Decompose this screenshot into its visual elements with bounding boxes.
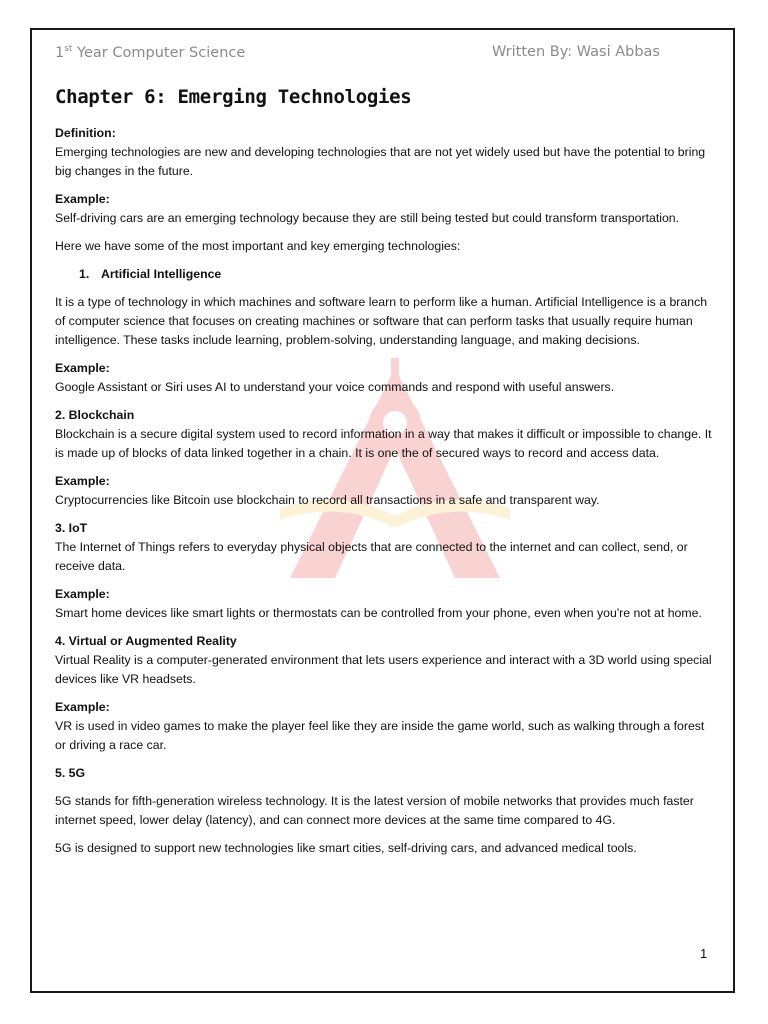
blockchain-text: Blockchain is a secure digital system used to record information in a way that makes it difficult or impossible to change. It is made up of blocks of data linked together in a chain. It is one the of secured ways to record and access data. bbox=[55, 427, 712, 460]
vr-example-block bbox=[55, 698, 715, 755]
ai-heading bbox=[79, 265, 715, 284]
vr-title: 4. Virtual or Augmented Reality bbox=[55, 634, 237, 648]
chapter-title: Chapter 6: Emerging Technologies bbox=[55, 86, 412, 108]
page-number: 1 bbox=[700, 946, 708, 961]
example-label: Example: bbox=[55, 587, 110, 601]
fiveg-title-text: 5. 5G bbox=[55, 766, 86, 780]
blockchain-example-block bbox=[55, 472, 715, 510]
example-text: Cryptocurrencies like Bitcoin use blockchain to record all transactions in a safe and transparent way. bbox=[55, 493, 600, 507]
blockchain-title: 2. Blockchain bbox=[55, 408, 135, 422]
page-header bbox=[55, 44, 660, 64]
example-label: Example: bbox=[55, 700, 110, 714]
ai-text: It is a type of technology in which machines and software learn to perform like a human. Artificial Intelligence is a branch of computer science that focuses on creating machines or software that can perform tasks that usually require human intelligence. These tasks include learning, problem-solving, understanding language, and making decisions. bbox=[55, 295, 708, 347]
example-label: Example: bbox=[55, 474, 110, 488]
author-label: Written By: Wasi Abbas bbox=[492, 44, 660, 60]
fiveg-text-2: 5G is designed to support new technologies like smart cities, self-driving cars, and advanced medical tools. bbox=[55, 841, 637, 855]
example-text: Smart home devices like smart lights or thermostats can be controlled from your phone, even when you're not at home. bbox=[55, 606, 702, 620]
example-text: VR is used in video games to make the player feel like they are inside the game world, such as walking through a forest or driving a race car. bbox=[55, 719, 705, 752]
example-text: Google Assistant or Siri uses AI to understand your voice commands and respond with useful answers. bbox=[55, 380, 615, 394]
definition-label: Definition: bbox=[55, 126, 116, 140]
ai-example-block bbox=[55, 359, 715, 397]
intro-text: Here we have some of the most important and key emerging technologies: bbox=[55, 239, 461, 253]
iot-example-block bbox=[55, 585, 715, 623]
example-label: Example: bbox=[55, 192, 110, 206]
vr-block bbox=[55, 632, 715, 689]
example-label: Example: bbox=[55, 361, 110, 375]
ai-number: 1. bbox=[79, 267, 90, 281]
course-label: 1st Year Computer Science bbox=[55, 44, 246, 61]
example-text: Self-driving cars are an emerging technology because they are still being tested but could transform transportation. bbox=[55, 211, 680, 225]
document-body bbox=[55, 84, 715, 867]
iot-title: 3. IoT bbox=[55, 521, 88, 535]
ai-title: Artificial Intelligence bbox=[101, 267, 222, 281]
blockchain-block bbox=[55, 406, 715, 463]
intro-example-block bbox=[55, 190, 715, 228]
fiveg-title bbox=[55, 764, 715, 783]
iot-block bbox=[55, 519, 715, 576]
definition-text: Emerging technologies are new and developing technologies that are not yet widely used but have the potential to bring big changes in the future. bbox=[55, 145, 706, 178]
definition-block bbox=[55, 124, 715, 181]
fiveg-text-1: 5G stands for fifth-generation wireless technology. It is the latest version of mobile networks that provides much faster internet speed, lower delay (latency), and can connect more devices at the same time compared to 4G. bbox=[55, 794, 694, 827]
iot-text: The Internet of Things refers to everyday physical objects that are connected to the internet and can collect, send, or receive data. bbox=[55, 540, 688, 573]
vr-text: Virtual Reality is a computer-generated environment that lets users experience and interact with a 3D world using special devices like VR headsets. bbox=[55, 653, 712, 686]
